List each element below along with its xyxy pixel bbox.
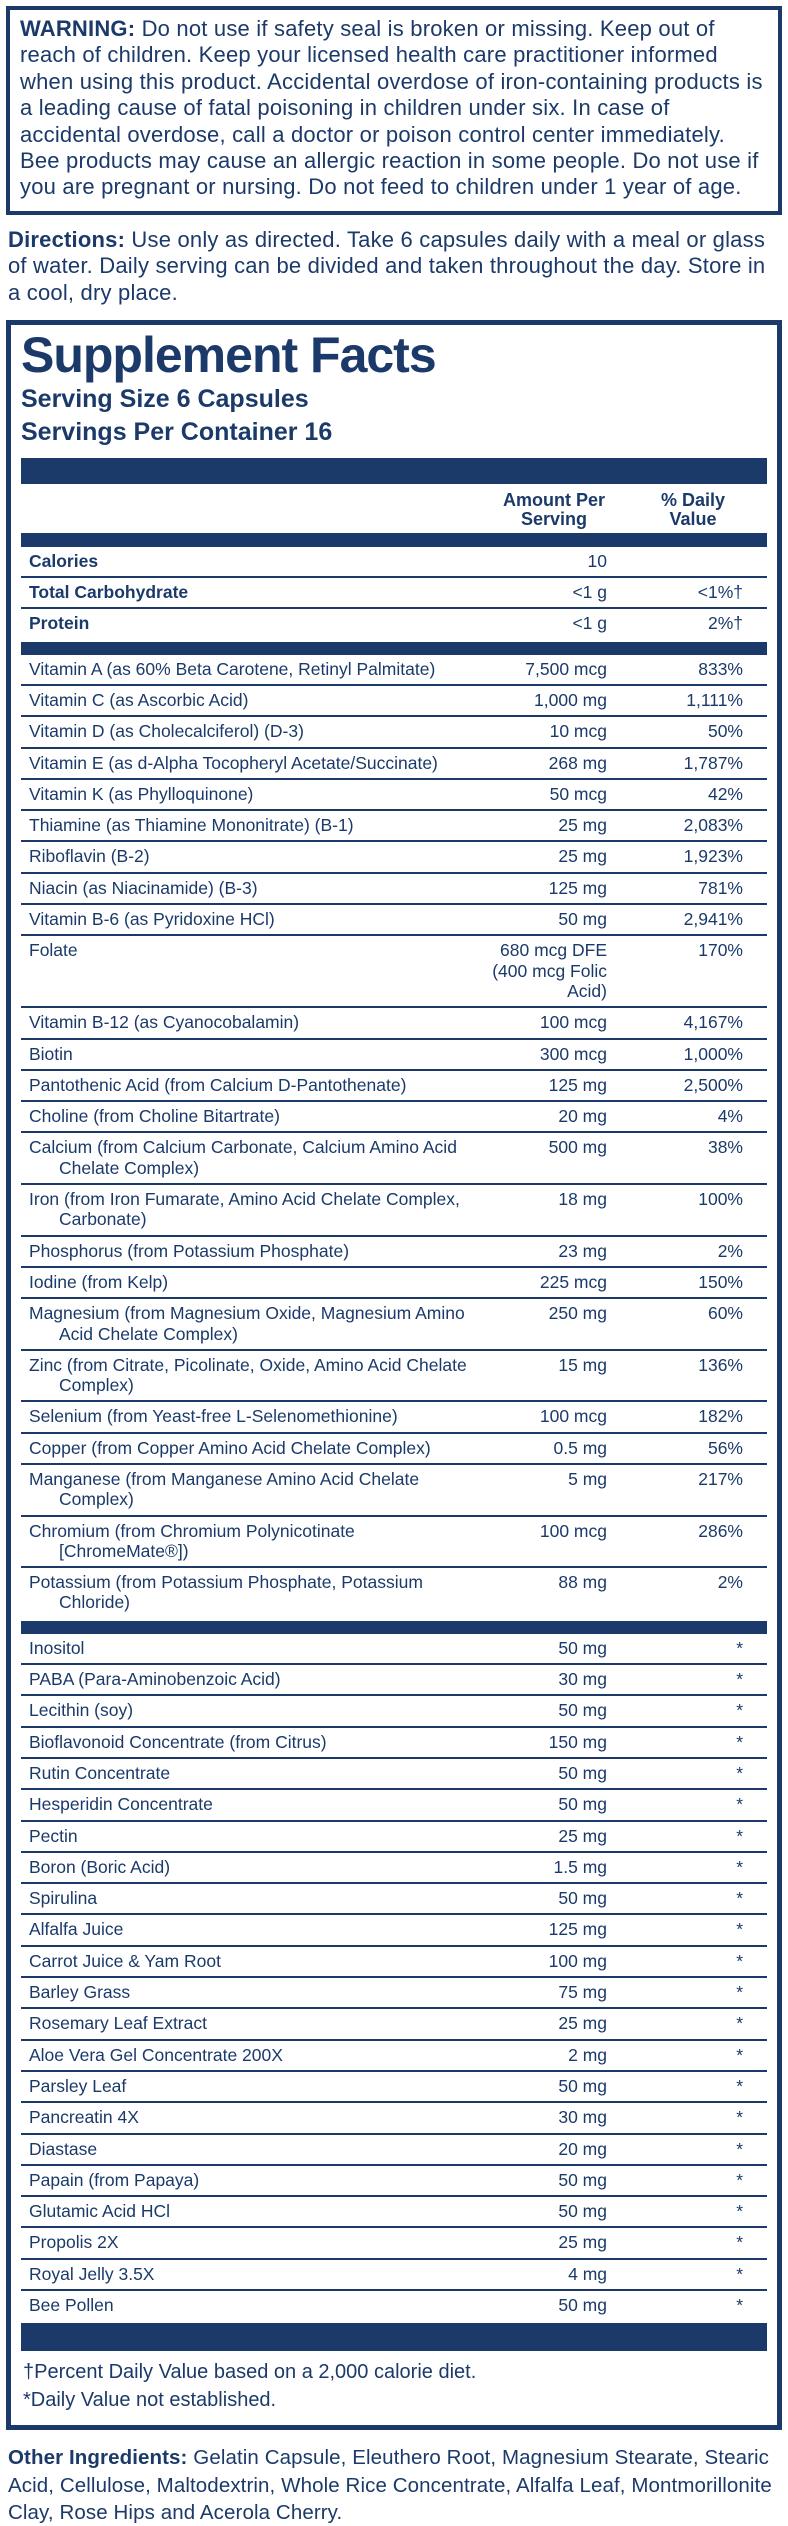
nutrient-row (21, 2165, 767, 2196)
nutrient-name: Selenium (from Yeast-free L-Selenomethionine) (21, 1401, 479, 1432)
nutrient-daily-value: 1,923% (629, 841, 767, 872)
nutrient-name: Manganese (from Manganese Amino Acid Chelate Complex) (21, 1464, 479, 1516)
nutrient-name: Choline (from Choline Bitartrate) (21, 1101, 479, 1132)
nutrient-row (21, 810, 767, 841)
nutrient-amount: 50 mcg (479, 779, 629, 810)
nutrient-name: Calories (29, 550, 99, 571)
nutrient-daily-value: * (629, 1695, 767, 1726)
nutrient-name: Hesperidin Concentrate (21, 1789, 479, 1820)
nutrient-name: Parsley Leaf (21, 2071, 479, 2102)
nutrient-daily-value: 2% (629, 1236, 767, 1267)
nutrient-row (21, 1236, 767, 1267)
nutrient-row (21, 1821, 767, 1852)
nutrient-row (21, 1789, 767, 1820)
nutrient-name: Chromium (from Chromium Polynicotinate [ChromeMate®]) (21, 1516, 479, 1568)
nutrient-amount: 88 mg (479, 1567, 629, 1618)
nutrient-daily-value: * (629, 1946, 767, 1977)
supplement-facts-rows (21, 547, 767, 2321)
nutrient-name: Magnesium (from Magnesium Oxide, Magnesium Amino Acid Chelate Complex) (21, 1298, 479, 1350)
nutrient-daily-value: 1,000% (629, 1039, 767, 1070)
nutrient-amount: 50 mg (479, 2165, 629, 2196)
nutrient-amount: 18 mg (479, 1184, 629, 1236)
nutrient-row (21, 1401, 767, 1432)
nutrient-amount: 15 mg (479, 1350, 629, 1402)
nutrient-daily-value: 2,500% (629, 1070, 767, 1101)
nutrient-row (21, 779, 767, 810)
nutrient-name: Copper (from Copper Amino Acid Chelate Complex) (21, 1433, 479, 1464)
nutrient-daily-value: * (629, 2134, 767, 2165)
nutrient-daily-value: 217% (629, 1464, 767, 1516)
amount-per-serving-header: Amount Per Serving (502, 489, 605, 530)
nutrient-name: Bee Pollen (21, 2290, 479, 2320)
nutrient-name: Carrot Juice & Yam Root (21, 1946, 479, 1977)
nutrient-amount: 50 mg (479, 2290, 629, 2320)
nutrient-daily-value: 2%† (629, 608, 767, 638)
nutrient-amount-secondary: (400 mcg Folic Acid) (492, 960, 607, 1001)
nutrient-name: Vitamin B-12 (as Cyanocobalamin) (21, 1007, 479, 1038)
nutrient-row (21, 1350, 767, 1402)
nutrient-daily-value: 56% (629, 1433, 767, 1464)
nutrient-name: Riboflavin (B-2) (21, 841, 479, 872)
nutrient-name: Vitamin E (as d-Alpha Tocopheryl Acetate/Succinate) (21, 748, 479, 779)
supplement-label (0, 6, 788, 2526)
nutrient-daily-value: 38% (629, 1132, 767, 1184)
header-underline-bar (21, 534, 767, 547)
supplement-facts-panel (6, 320, 782, 2430)
nutrient-amount: 300 mcg (479, 1039, 629, 1070)
nutrient-daily-value: * (629, 2071, 767, 2102)
nutrient-daily-value: * (629, 2227, 767, 2258)
nutrient-daily-value: * (629, 2102, 767, 2133)
nutrient-row (21, 1727, 767, 1758)
nutrient-amount: 23 mg (479, 1236, 629, 1267)
nutrient-row (21, 1914, 767, 1945)
nutrient-name: Aloe Vera Gel Concentrate 200X (21, 2040, 479, 2071)
nutrient-amount: 10 (587, 550, 607, 571)
nutrient-amount: 50 mg (479, 2071, 629, 2102)
nutrient-daily-value: 781% (629, 873, 767, 904)
nutrient-name: Calcium (from Calcium Carbonate, Calcium Amino Acid Chelate Complex) (21, 1132, 479, 1184)
nutrient-row (21, 2008, 767, 2039)
other-ingredients-text: Gelatin Capsule, Eleuthero Root, Magnesium Stearate, Stearic Acid, Cellulose, Maltodextrin, Whole Rice Concentrate, Alfalfa Leaf, Montmorillonite Clay, Rose Hips and Acerola Cherry. (8, 2446, 772, 2524)
nutrient-amount: 25 mg (479, 2008, 629, 2039)
nutrient-daily-value: * (629, 1852, 767, 1883)
nutrient-amount: 50 mg (479, 1883, 629, 1914)
nutrient-daily-value: * (629, 2165, 767, 2196)
nutrient-name: Rutin Concentrate (21, 1758, 479, 1789)
nutrient-row (21, 904, 767, 935)
nutrient-daily-value: * (629, 1914, 767, 1945)
nutrient-amount: 50 mg (479, 904, 629, 935)
nutrient-amount: 250 mg (479, 1298, 629, 1350)
nutrient-daily-value: 1,111% (629, 685, 767, 716)
warning-text: Do not use if safety seal is broken or missing. Keep out of reach of children. Keep your licensed health care practitioner informed when using this product. Accidental overdose of iron-containing products is a leading cause of fatal poisoning in children under six. In case of accidental overdose, call a doctor or poison control center immediately. Bee products may cause an allergic reaction in some people. Do not use if you are pregnant or nursing. Do not feed to children under 1 year of age. (20, 16, 763, 200)
nutrient-daily-value: 4,167% (629, 1007, 767, 1038)
nutrient-row (21, 1184, 767, 1236)
nutrient-row (21, 1664, 767, 1695)
nutrient-row (21, 841, 767, 872)
nutrient-name: Glutamic Acid HCl (21, 2196, 479, 2227)
footnote-separator-bar (21, 2323, 767, 2351)
serving-size: Serving Size 6 Capsules (21, 384, 309, 413)
nutrient-row (21, 1267, 767, 1298)
nutrient-row (21, 1567, 767, 1618)
nutrient-name: Thiamine (as Thiamine Mononitrate) (B-1) (21, 810, 479, 841)
nutrient-daily-value: * (736, 1637, 743, 1658)
nutrient-name: Potassium (from Potassium Phosphate, Potassium Chloride) (21, 1567, 479, 1618)
nutrient-daily-value: * (629, 2290, 767, 2320)
other-ingredients-label: Other Ingredients: (8, 2446, 188, 2470)
nutrient-amount: <1 g (479, 577, 629, 608)
nutrient-daily-value: 182% (629, 1401, 767, 1432)
nutrient-row (21, 1070, 767, 1101)
nutrient-name: Total Carbohydrate (21, 577, 479, 608)
nutrient-daily-value: * (629, 2196, 767, 2227)
nutrient-row (21, 2259, 767, 2290)
section-separator-bar (21, 639, 767, 655)
nutrient-daily-value: * (629, 1821, 767, 1852)
nutrient-name: Inositol (29, 1637, 85, 1658)
nutrient-amount: 100 mcg (479, 1007, 629, 1038)
nutrient-daily-value: * (629, 2040, 767, 2071)
nutrient-daily-value: 2,941% (629, 904, 767, 935)
nutrient-row (21, 1758, 767, 1789)
nutrient-name: Alfalfa Juice (21, 1914, 479, 1945)
nutrient-amount: 25 mg (479, 2227, 629, 2258)
nutrient-column-header (21, 484, 479, 534)
nutrient-amount: 1.5 mg (479, 1852, 629, 1883)
nutrient-amount: 2 mg (479, 2040, 629, 2071)
nutrient-row (21, 2290, 767, 2320)
nutrient-amount: 1,000 mg (479, 685, 629, 716)
header-separator-bar (21, 458, 767, 484)
nutrient-daily-value (629, 547, 767, 577)
nutrient-name: Boron (Boric Acid) (21, 1852, 479, 1883)
nutrient-amount: 25 mg (479, 841, 629, 872)
nutrient-amount: 25 mg (479, 810, 629, 841)
nutrient-daily-value: 170% (629, 935, 767, 1007)
nutrient-name: Lecithin (soy) (21, 1695, 479, 1726)
nutrient-row (21, 716, 767, 747)
nutrient-name: Phosphorus (from Potassium Phosphate) (21, 1236, 479, 1267)
nutrient-row (21, 1298, 767, 1350)
nutrient-daily-value: * (629, 1789, 767, 1820)
nutrient-name: Royal Jelly 3.5X (21, 2259, 479, 2290)
supplement-facts-title: Supplement Facts (21, 326, 436, 383)
nutrient-row (21, 1039, 767, 1070)
nutrient-row (21, 1883, 767, 1914)
nutrient-name: Folate (21, 935, 479, 1007)
warning-label: WARNING: (20, 16, 136, 41)
nutrient-amount: 30 mg (479, 2102, 629, 2133)
nutrient-amount: 680 mcg DFE (400 mcg Folic Acid) (479, 935, 629, 1007)
nutrient-amount: 225 mcg (479, 1267, 629, 1298)
nutrient-daily-value: 136% (629, 1350, 767, 1402)
nutrient-name: Pantothenic Acid (from Calcium D-Pantothenate) (21, 1070, 479, 1101)
nutrient-amount: 125 mg (479, 1914, 629, 1945)
nutrient-daily-value: 50% (629, 716, 767, 747)
nutrient-daily-value: * (629, 1758, 767, 1789)
nutrient-name: Spirulina (21, 1883, 479, 1914)
nutrient-name: PABA (Para-Aminobenzoic Acid) (21, 1664, 479, 1695)
nutrient-amount: 7,500 mcg (525, 658, 607, 679)
nutrient-name: Protein (21, 608, 479, 638)
nutrient-row (21, 1977, 767, 2008)
nutrient-daily-value: 60% (629, 1298, 767, 1350)
nutrient-row (21, 2227, 767, 2258)
nutrient-daily-value: 2% (629, 1567, 767, 1618)
nutrient-name: Papain (from Papaya) (21, 2165, 479, 2196)
nutrient-row (21, 1433, 767, 1464)
directions-paragraph (8, 227, 780, 306)
nutrient-name: Pancreatin 4X (21, 2102, 479, 2133)
nutrient-amount: 100 mcg (479, 1516, 629, 1568)
nutrient-amount: 0.5 mg (479, 1433, 629, 1464)
nutrient-row (21, 1007, 767, 1038)
nutrient-amount: 125 mg (479, 1070, 629, 1101)
nutrient-row (21, 2134, 767, 2165)
nutrient-row (21, 1132, 767, 1184)
nutrient-amount: 150 mg (479, 1727, 629, 1758)
nutrient-row (21, 1516, 767, 1568)
nutrient-daily-value: 4% (629, 1101, 767, 1132)
nutrient-name: Iron (from Iron Fumarate, Amino Acid Chelate Complex, Carbonate) (21, 1184, 479, 1236)
nutrient-row (21, 685, 767, 716)
supplement-facts-table (21, 484, 767, 2320)
section-separator-bar (21, 1618, 767, 1634)
nutrient-name: Vitamin K (as Phylloquinone) (21, 779, 479, 810)
nutrient-row (21, 1634, 767, 1664)
nutrient-daily-value: 286% (629, 1516, 767, 1568)
nutrient-name: Barley Grass (21, 1977, 479, 2008)
nutrient-name: Bioflavonoid Concentrate (from Citrus) (21, 1727, 479, 1758)
nutrient-amount: 30 mg (479, 1664, 629, 1695)
nutrient-row (21, 873, 767, 904)
other-ingredients-paragraph (8, 2444, 780, 2526)
nutrient-row (21, 1946, 767, 1977)
nutrient-daily-value: * (629, 2259, 767, 2290)
nutrient-daily-value: * (629, 1883, 767, 1914)
nutrient-amount: 20 mg (479, 1101, 629, 1132)
nutrient-amount: 100 mcg (479, 1401, 629, 1432)
footnote-daily-value: †Percent Daily Value based on a 2,000 calorie diet. (23, 2361, 477, 2384)
nutrient-amount: 4 mg (479, 2259, 629, 2290)
nutrient-amount: 50 mg (479, 1789, 629, 1820)
nutrient-amount: 10 mcg (479, 716, 629, 747)
nutrient-row (21, 748, 767, 779)
nutrient-daily-value: 1,787% (629, 748, 767, 779)
nutrient-amount: <1 g (479, 608, 629, 638)
nutrient-daily-value: 833% (698, 658, 743, 679)
column-header-row (21, 484, 767, 534)
nutrient-daily-value: 100% (629, 1184, 767, 1236)
nutrient-row (21, 935, 767, 1007)
nutrient-row (21, 1101, 767, 1132)
warning-box (6, 6, 782, 215)
nutrient-row (21, 577, 767, 608)
nutrient-daily-value: * (629, 2008, 767, 2039)
nutrient-daily-value: 42% (629, 779, 767, 810)
nutrient-row (21, 2040, 767, 2071)
nutrient-amount: 125 mg (479, 873, 629, 904)
nutrient-row (21, 608, 767, 638)
nutrient-name: Vitamin C (as Ascorbic Acid) (21, 685, 479, 716)
nutrient-name: Propolis 2X (21, 2227, 479, 2258)
nutrient-amount: 50 mg (479, 1695, 629, 1726)
nutrient-name: Vitamin A (as 60% Beta Carotene, Retinyl Palmitate) (29, 658, 436, 679)
nutrient-name: Pectin (21, 1821, 479, 1852)
nutrient-row (21, 1852, 767, 1883)
nutrient-name: Biotin (21, 1039, 479, 1070)
nutrient-name: Niacin (as Niacinamide) (B-3) (21, 873, 479, 904)
nutrient-amount: 100 mg (479, 1946, 629, 1977)
nutrient-row (21, 1695, 767, 1726)
nutrient-row (21, 655, 767, 685)
nutrient-amount: 20 mg (479, 2134, 629, 2165)
nutrient-daily-value: * (629, 1727, 767, 1758)
nutrient-row (21, 547, 767, 577)
nutrient-row (21, 2196, 767, 2227)
nutrient-name: Zinc (from Citrate, Picolinate, Oxide, Amino Acid Chelate Complex) (21, 1350, 479, 1402)
nutrient-amount: 268 mg (479, 748, 629, 779)
nutrient-amount: 50 mg (479, 1758, 629, 1789)
nutrient-amount: 500 mg (479, 1132, 629, 1184)
nutrient-daily-value: <1%† (629, 577, 767, 608)
nutrient-daily-value: * (629, 1664, 767, 1695)
nutrient-amount: 5 mg (479, 1464, 629, 1516)
footnote-not-established: *Daily Value not established. (23, 2389, 277, 2412)
nutrient-row (21, 2071, 767, 2102)
directions-label: Directions: (8, 226, 126, 252)
nutrient-amount: 75 mg (479, 1977, 629, 2008)
nutrient-row (21, 2102, 767, 2133)
nutrient-name: Rosemary Leaf Extract (21, 2008, 479, 2039)
nutrient-daily-value: 150% (629, 1267, 767, 1298)
directions-text: Use only as directed. Take 6 capsules daily with a meal or glass of water. Daily serving can be divided and taken throughout the day. Store in a cool, dry place. (8, 226, 766, 305)
nutrient-name: Diastase (21, 2134, 479, 2165)
nutrient-amount: 50 mg (479, 2196, 629, 2227)
nutrient-name: Iodine (from Kelp) (21, 1267, 479, 1298)
warning-paragraph (20, 16, 768, 201)
nutrient-name: Vitamin D (as Cholecalciferol) (D-3) (21, 716, 479, 747)
nutrient-daily-value: * (629, 1977, 767, 2008)
nutrient-daily-value: 2,083% (629, 810, 767, 841)
nutrient-amount: 25 mg (479, 1821, 629, 1852)
nutrient-name: Vitamin B-6 (as Pyridoxine HCl) (21, 904, 479, 935)
nutrient-row (21, 1464, 767, 1516)
servings-per-container: Servings Per Container 16 (21, 418, 333, 447)
daily-value-header: % Daily Value (660, 489, 726, 530)
nutrient-amount: 50 mg (558, 1637, 607, 1658)
